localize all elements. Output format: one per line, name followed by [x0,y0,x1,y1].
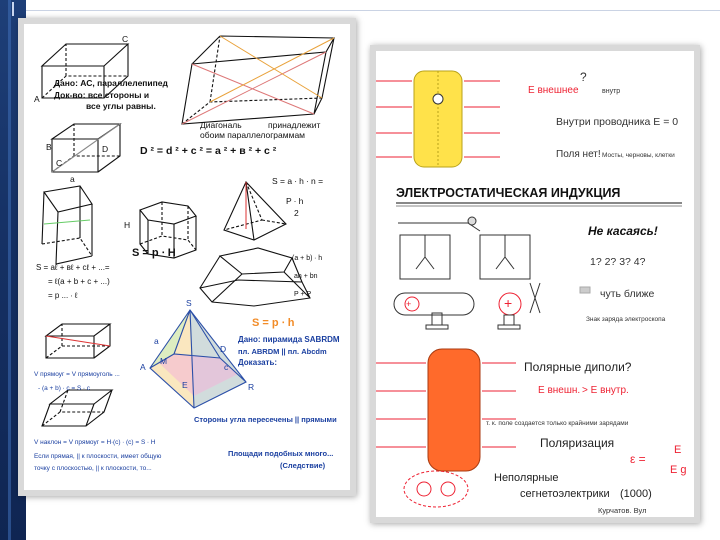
sign-note: Знак заряда электроскопа [586,316,666,323]
label-if2: точку с плоскостью, || к плоскости, то... [34,465,152,472]
no-touch: Не касаясь! [588,224,658,238]
label-area: Площади подобных много... [228,449,334,458]
pyr-r: R [248,382,255,392]
question-mark: ? [580,70,587,84]
author: Курчатов. Вул [598,506,647,515]
formula-sum3: = p ... ∙ ℓ [48,291,78,300]
label-d: D [102,144,109,154]
geometry-poster [18,18,356,496]
label-proof: Доказать: [238,358,278,367]
no-field: Поля нет! [556,149,601,160]
field-note: т. к. поле создается только крайними зарядами [486,420,629,427]
formula-frac3: P + P [294,291,312,298]
label-sides: Стороны угла пересечены || прямыми [194,415,337,424]
no-field-note: Мосты, черновы, клетки [602,152,675,159]
formula-frac2: an + bn [294,273,318,280]
label-a-corner: A [34,94,40,104]
label-prove2: все углы равны. [86,101,156,111]
label-vol3: V наклон = V прямоуг = Н∙(c) ∙ (c) = S ∙ H [34,439,156,446]
inside-conductor: Внутри проводника E = 0 [556,116,679,128]
sidebar-highlight [8,0,11,540]
ferroelectrics: сегнетоэлектрики [520,488,610,500]
label-if1: Если прямая, || к плоскости, имеет общую [34,453,162,460]
svg-text:+: + [504,295,513,311]
label-diag1: Диагональ [200,120,242,130]
e-rel-1: E внешн. [538,385,581,396]
label-c-top: C [122,34,129,44]
year-label: (1000) [620,488,652,500]
formula-frac1: (a + b) ∙ h [292,255,323,262]
e-rel-2: > E внутр. [582,385,629,396]
polar-dipoles: Полярные диполи? [524,360,632,374]
closer-label: чуть ближе [600,288,655,300]
header-rule [26,10,720,11]
label-cons: (Следствие) [280,461,326,470]
nonpolar: Неполярные [494,472,559,484]
pyr-c-small: c [224,362,229,372]
e-internal: внутр [602,88,621,95]
label-h: H [124,220,131,230]
eps-den: E g [670,464,687,476]
label-pl: пл. ABRDM || пл. Abcdm [238,347,327,356]
formula-sk3: 2 [294,208,299,218]
formula-s: S = p ∙ H [132,247,176,259]
poster-title: ЭЛЕКТРОСТАТИЧЕСКАЯ ИНДУКЦИЯ [396,186,621,200]
label-diag2: принадлежит [268,120,321,130]
pyr-s: S [186,298,192,308]
label-given2: Дано: пирамида SABRDM [238,335,340,344]
geometry-drawing [24,24,350,490]
label-diag3: обоим параллелограммам [200,130,306,140]
pyr-d: D [220,344,227,354]
label-given: Дано: АС, параллелепипед [54,78,168,88]
formula-sum2: = ℓ(a + b + c + ...) [48,277,110,286]
formula-sum1: S = aℓ + вℓ + cℓ + ...= [36,263,110,272]
formula-d: D ² = d ² + c ² = a ² + в ² + c ² [140,145,277,157]
pyr-a-small: a [154,336,159,346]
label-a: a [70,174,75,184]
electrostatics-drawing [376,51,694,517]
formula-sk1: S = a ∙ h ∙ n = [272,176,324,186]
pyr-e: E [182,380,188,390]
pyr-m: M [160,356,168,366]
e-external: E внешнее [528,85,579,96]
label-b: B [46,142,52,152]
svg-text:+: + [406,299,412,309]
epsilon: ε = [630,452,646,466]
formula-sp: S = p ∙ h [252,317,295,329]
label-vol: V прямоуг = V прямоуголь ... [34,371,120,378]
formula-sk2: P ∙ h [286,196,304,206]
sidebar-tick [12,2,14,16]
pyr-a: A [140,362,146,372]
polarization: Поляризация [540,436,615,450]
electrostatics-poster [370,45,700,523]
label-prove: Док-во: все стороны и [54,90,150,100]
label-vol2: - (a + b) ∙ c = S ∙ c [38,385,91,392]
label-c: C [56,158,63,168]
questions-row: 1? 2? 3? 4? [590,256,646,268]
eps-num: E [674,444,682,456]
